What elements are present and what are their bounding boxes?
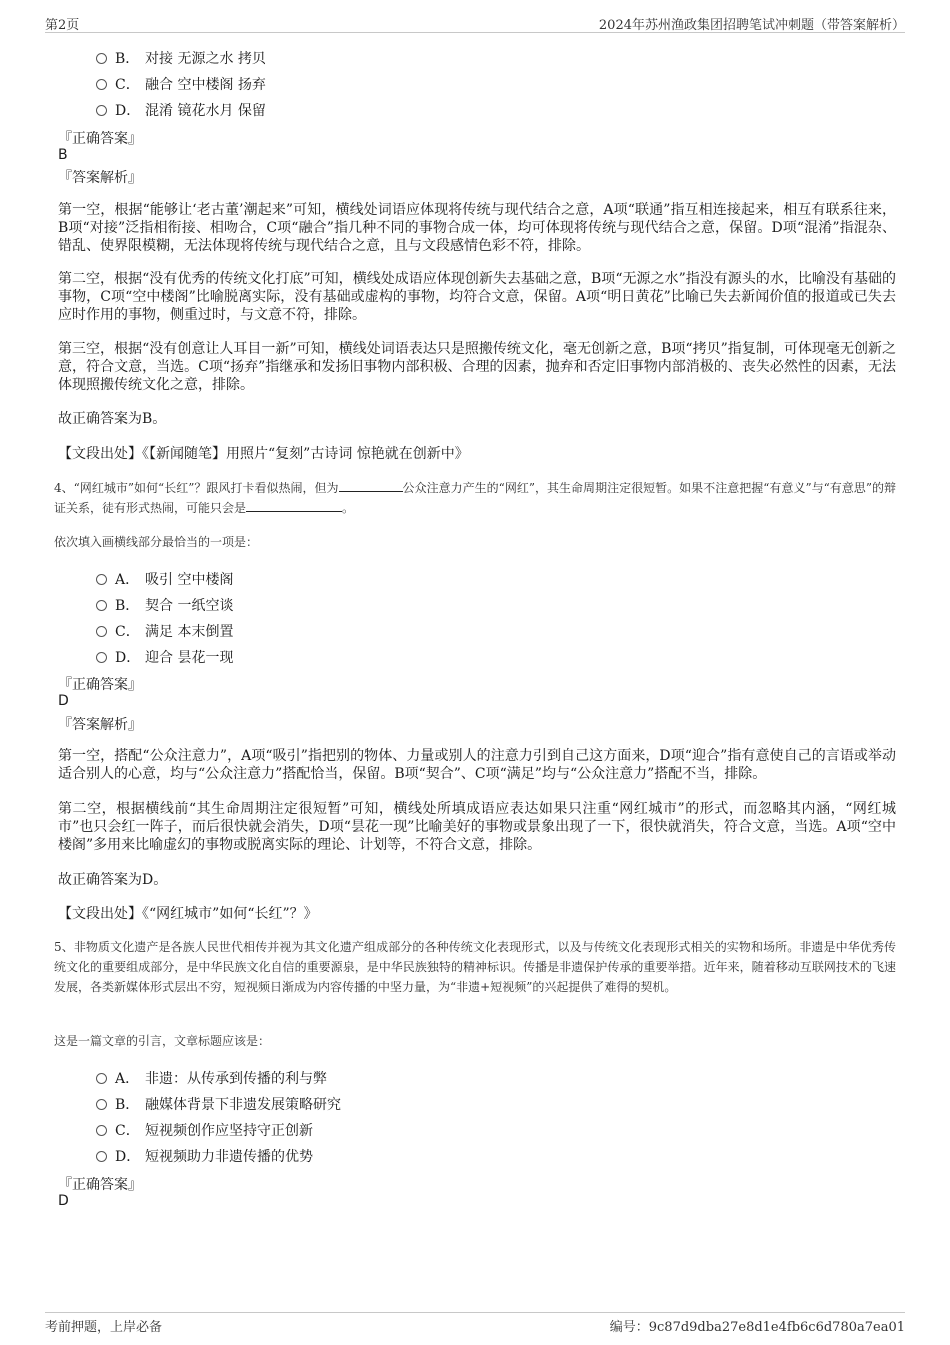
- radio-icon[interactable]: [96, 652, 107, 663]
- radio-icon[interactable]: [96, 600, 107, 611]
- fill-blank-1[interactable]: [339, 479, 403, 492]
- footer-slogan: 考前押题，上岸必备: [45, 1320, 163, 1335]
- q3-option-d[interactable]: D． 混淆 镜花水月 保留: [96, 100, 266, 122]
- q5-option-a[interactable]: A． 非遗：从传承到传播的利与弊: [96, 1068, 327, 1090]
- document-code: 编号：9c87d9dba27e8d1e4fb6c6d780a7ea01: [609, 1320, 905, 1335]
- q4-option-c[interactable]: C． 满足 本末倒置: [96, 621, 233, 643]
- q3-analysis-p3: 第三空，根据“没有创意让人耳目一新”可知，横线处词语表达只是照搬传统文化，毫无创新之意，B项“拷贝”指复制，可体现毫无创新之意，符合文意，当选。C项“扬弃”指继承和发扬旧事物内部积极、合理的因素，抛弃和否定旧事物内部消极的、丧失必然性的因素，无法体现照搬传统文化之意，排除。: [58, 341, 896, 393]
- q4-analysis-p1: 第一空，搭配“公众注意力”，A项“吸引”指把别的物体、力量或别人的注意力引到自己这方面来，D项“迎合”指有意使自己的言语或举动适合别人的心意，均与“公众注意力”搭配恰当，保留。B项“契合”、C项“满足”均与“公众注意力”搭配不当，排除。: [58, 748, 896, 782]
- q3-analysis-label: 『答案解析』: [58, 170, 142, 186]
- radio-icon[interactable]: [96, 105, 107, 116]
- q5-option-c[interactable]: C． 短视频创作应坚持守正创新: [96, 1120, 313, 1142]
- radio-icon[interactable]: [96, 574, 107, 585]
- q4-source: 【文段出处】《“网红城市”如何“长红”？》: [58, 906, 318, 922]
- q5-prompt: 这是一篇文章的引言，文章标题应该是：: [54, 1034, 271, 1048]
- radio-icon[interactable]: [96, 1151, 107, 1162]
- page-number: 第2页: [45, 18, 80, 33]
- q3-analysis-p1: 第一空，根据“能够让‘老古董’潮起来”可知，横线处词语应体现将传统与现代结合之意，A项“联通”指互相连接起来，相互有联系往来，B项“对接”泛指相衔接、相吻合，C项“融合”指几种不同的事物合成一体，均可体现将传统与现代结合之意，保留。D项“混淆”指混杂、错乱、使界限模糊，无法体现将传统与现代结合之意，且与文段感情色彩不符，排除。: [58, 202, 896, 254]
- q3-option-c[interactable]: C． 融合 空中楼阁 扬弃: [96, 74, 266, 96]
- q3-answer-label: 『正确答案』: [58, 131, 142, 147]
- q3-answer: B: [58, 147, 68, 163]
- q4-analysis-p2: 第二空，根据横线前“其生命周期注定很短暂”可知，横线处所填成语应表达如果只注重“网红城市”的形式，而忽略其内涵，“网红城市”也只会红一阵子，而后很快就会消失，D项“昙花一现”比喻美好的事物或景象出现了一下，很快就消失，符合文意，当选。A项“空中楼阁”多用来比喻虚幻的事物或脱离实际的理论、计划等，不符合文意，排除。: [58, 801, 896, 853]
- page-footer: [45, 1312, 905, 1337]
- q4-option-d[interactable]: D． 迎合 昙花一现: [96, 647, 233, 669]
- page-header: [45, 12, 905, 33]
- q4-conclusion: 故正确答案为D。: [58, 872, 168, 888]
- fill-blank-2[interactable]: [246, 499, 342, 512]
- q4-option-b[interactable]: B． 契合 一纸空谈: [96, 595, 233, 617]
- radio-icon[interactable]: [96, 1099, 107, 1110]
- q4-prompt: 依次填入画横线部分最恰当的一项是：: [54, 535, 259, 549]
- q3-source: 【文段出处】《【新闻随笔】用照片“复刻”古诗词 惊艳就在创新中》: [58, 446, 469, 462]
- q3-option-b[interactable]: B． 对接 无源之水 拷贝: [96, 48, 266, 70]
- q5-option-d[interactable]: D． 短视频助力非遗传播的优势: [96, 1146, 313, 1168]
- radio-icon[interactable]: [96, 1073, 107, 1084]
- document-title: 2024年苏州渔政集团招聘笔试冲刺题（带答案解析）: [598, 18, 905, 33]
- radio-icon[interactable]: [96, 79, 107, 90]
- q3-analysis-p2: 第二空，根据“没有优秀的传统文化打底”可知，横线处成语应体现创新失去基础之意，B项“无源之水”指没有源头的水，比喻没有基础的事物，C项“空中楼阁”比喻脱离实际，没有基础或虚构的事物，均符合文意，保留。A项“明日黄花”比喻已失去新闻价值的报道或已失去应时作用的事物，侧重过时，与文意不符，排除。: [58, 271, 896, 323]
- q5-option-b[interactable]: B． 融媒体背景下非遗发展策略研究: [96, 1094, 341, 1116]
- radio-icon[interactable]: [96, 53, 107, 64]
- q5-stem: 5、非物质文化遗产是各族人民世代相传并视为其文化遗产组成部分的各种传统文化表现形式，以及与传统文化表现形式相关的实物和场所。非遗是中华优秀传统文化的重要组成部分，是中华民族文化自信的重要源泉，是中华民族独特的精神标识。传播是非遗保护传承的重要举措。近年来，随着移动互联网技术的飞速发展，各类新媒体形式层出不穷，短视频日渐成为内容传播的中坚力量，为“非遗+短视频”的兴起提供了难得的契机。: [54, 940, 896, 994]
- q4-stem: 4、“网红城市”如何“长红”？跟风打卡看似热闹，但为 公众注意力产生的“网红”，其生命周期注定很短暂。如果不注意把握“有意义”与“有意思”的辩证关系，徒有形式热闹，可能只会是 。: [54, 481, 896, 515]
- q5-answer-label: 『正确答案』: [58, 1177, 142, 1193]
- q3-conclusion: 故正确答案为B。: [58, 411, 167, 427]
- q4-analysis-label: 『答案解析』: [58, 717, 142, 733]
- radio-icon[interactable]: [96, 1125, 107, 1136]
- q4-option-a[interactable]: A． 吸引 空中楼阁: [96, 569, 233, 591]
- q5-answer: D: [58, 1193, 69, 1209]
- q4-answer-label: 『正确答案』: [58, 677, 142, 693]
- q4-answer: D: [58, 693, 69, 709]
- radio-icon[interactable]: [96, 626, 107, 637]
